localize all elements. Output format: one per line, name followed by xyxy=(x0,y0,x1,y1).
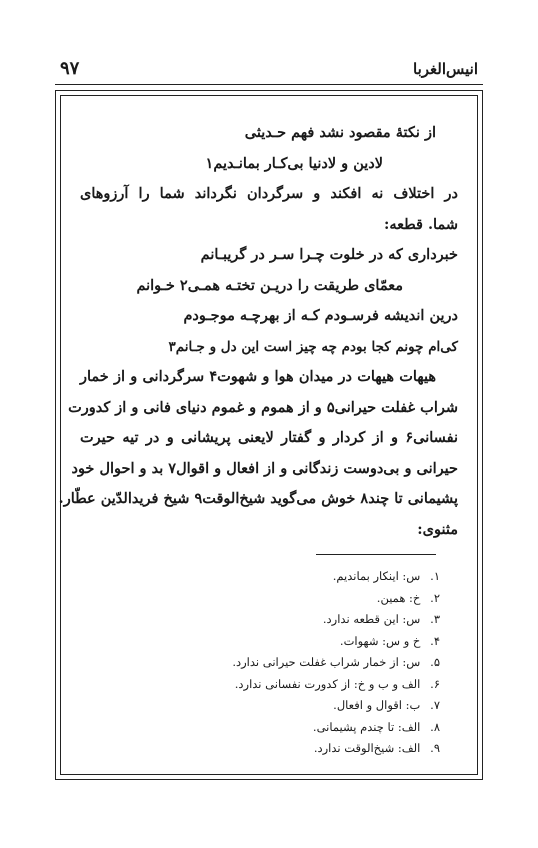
footnote xyxy=(180,631,440,653)
footnote xyxy=(180,674,440,696)
footnote xyxy=(180,609,440,631)
prose-line: مثنوی: xyxy=(417,520,458,538)
footnote xyxy=(180,717,440,739)
footnote-number: ۱. xyxy=(430,569,440,583)
footnote-number: ۷. xyxy=(430,698,440,712)
footnote-number: ۹. xyxy=(430,741,440,755)
verse-line: لادین و لادنیا بی‌کـار بمانـدیم۱ xyxy=(205,154,383,172)
footnote-text: الف: تا چندم پشیمانی. xyxy=(312,719,421,734)
footnote-text: خ و س: شهوات. xyxy=(339,633,421,648)
prose-line: هیهات هیهات در میدان هوا و شهوت۴ سرگردانی و از خمار xyxy=(80,368,436,385)
footnote-number: ۴. xyxy=(430,633,440,648)
footnote xyxy=(180,588,440,610)
prose-line: در اختلاف نه افکند و سرگردان نگرداند شما را آرزوهای xyxy=(80,185,458,202)
footnote xyxy=(180,566,440,588)
prose-line: نفسانی۶ و از کردار و گفتار لایعنی پریشانی و در تیه حیرت xyxy=(80,429,458,446)
prose-line: شما. قطعه: xyxy=(384,215,458,233)
footnote-number: ۶. xyxy=(430,676,440,691)
footnote-text: س: این قطعه ندارد. xyxy=(322,612,421,626)
footnote-number: ۳. xyxy=(430,612,440,626)
verse-line: معمّای طریقت را دریـن تختـه همـی۲ خـوانم xyxy=(136,276,403,294)
prose-line: پشیمانی تا چند۸ خوش می‌گوید شیخ‌الوقت۹ شیخ فریدالدّین عطّار. xyxy=(58,490,458,507)
footnote-number: ۲. xyxy=(430,590,440,605)
verse-line: کی‌ام چونم کجا بودم چه چیز است این دل و جـانم۳ xyxy=(168,338,458,355)
footnote-text: خ: همین. xyxy=(376,590,421,605)
footnote-text: الف و ب و خ: از کدورت نفسانی ندارد. xyxy=(234,676,421,691)
main-text xyxy=(58,118,458,545)
footnote-text: ب: اقوال و افعال. xyxy=(333,698,421,712)
footnote-text: س: اینکار بماندیم. xyxy=(332,569,421,583)
running-title: انیس‌الغربا xyxy=(413,60,478,78)
prose-line: حیرانی و بی‌دوست زندگانی و از افعال و اقوال۷ بد و احوال خود xyxy=(71,459,458,477)
footnote xyxy=(180,738,440,760)
footnote-number: ۵. xyxy=(430,655,440,669)
footnote-number: ۸. xyxy=(430,719,440,734)
prose-line: شراب غفلت حیرانی۵ و از هموم و غموم دنیای فانی و از کدورت xyxy=(68,398,458,416)
header-rule xyxy=(55,84,483,85)
footnote xyxy=(180,652,440,674)
verse-line: درین اندیشه فرسـودم کـه از بهرچـه موجـودم xyxy=(183,307,458,324)
footnote xyxy=(180,695,440,717)
footnote-text: س: از خمار شراب غفلت حیرانی ندارد. xyxy=(232,655,421,669)
footnote-rule xyxy=(316,554,436,555)
verse-line: خبرداری که در خلوت چـرا سـر در گریبـانم xyxy=(200,246,458,263)
page-number: ۹۷ xyxy=(60,58,80,79)
page-header xyxy=(60,58,478,82)
footnote-text: الف: شیخ‌الوقت ندارد. xyxy=(313,741,421,755)
footnotes xyxy=(180,566,440,760)
verse-line: از نکتهٔ مقصود نشد فهم حـدیثی xyxy=(244,124,436,141)
